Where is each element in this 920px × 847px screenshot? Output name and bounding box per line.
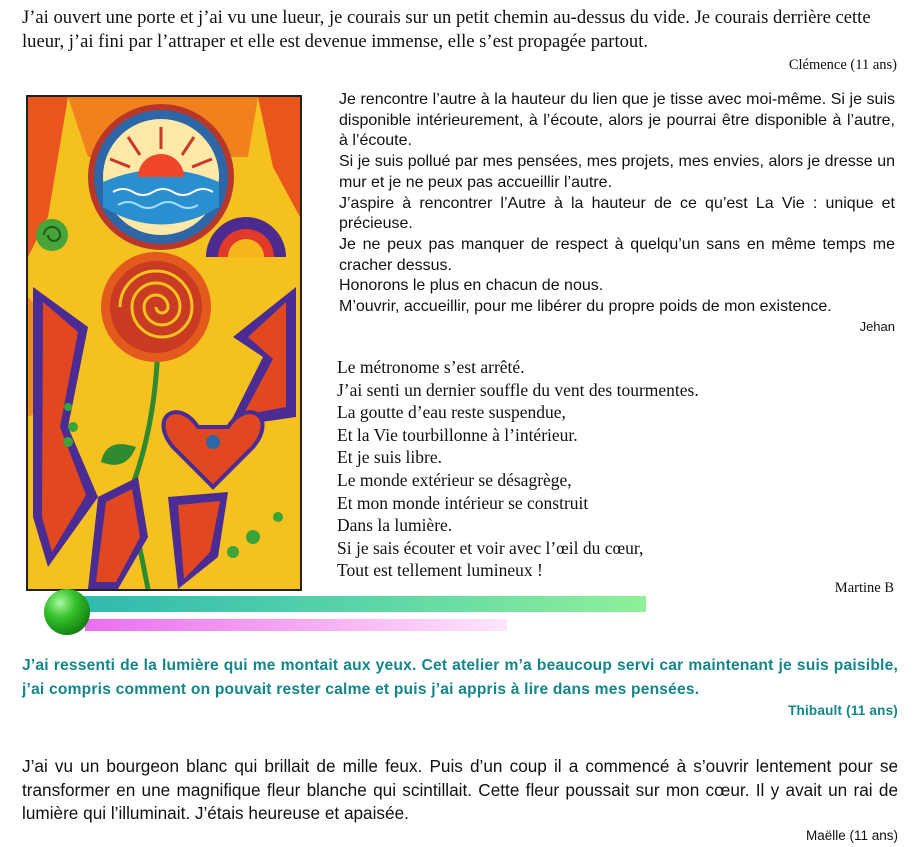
rose-painting (26, 95, 302, 591)
clemence-signature: Clémence (11 ans) (788, 57, 897, 73)
poem-line: Le monde extérieur se désagrège, (337, 469, 572, 490)
poem-line: Le métronome s’est arrêté. (337, 357, 525, 377)
jehan-line: J’aspire à rencontrer l’Autre à la hauteur de ce qu’est La Vie : unique et précieuse. (339, 194, 895, 233)
poem-line: Dans la lumière. (337, 515, 453, 536)
martine-poem (337, 356, 897, 582)
jehan-line: Honorons le plus en chacun de nous. (339, 277, 604, 295)
poem-line: La goutte d’eau reste suspendue, (337, 402, 566, 423)
poem-line: Si je sais écouter et voir avec l’œil du cœur, (337, 537, 644, 558)
poem-line: Et la Vie tourbillonne à l’intérieur. (337, 424, 578, 445)
divider-bar-green (60, 596, 646, 612)
martine-signature: Martine B (834, 580, 894, 596)
thibault-signature: Thibault (11 ans) (788, 703, 898, 718)
jehan-line: Je rencontre l’autre à la hauteur du lien que je tisse avec moi-même. Si je suis disponible intérieurement, à l’écoute, alors je pourrai être disponible à l’autre, à l’écoute. (339, 91, 895, 150)
divider-bar-pink (85, 619, 507, 631)
jehan-line: M’ouvrir, accueillir, pour me libérer du propre poids de mon existence. (339, 298, 832, 316)
maelle-signature: Maëlle (11 ans) (805, 827, 898, 843)
maelle-testimony (22, 755, 898, 847)
poem-line: Et mon monde intérieur se construit (337, 492, 589, 513)
poem-line: Et je suis libre. (337, 447, 442, 468)
maelle-text: J’ai vu un bourgeon blanc qui brillait de mille feux. Puis d’un coup il a commencé à s’ouvrir lentement pour se transformer en une magnifique fleur blanche qui scintillait. Cette fleur poussait sur mon cœur. Il y avait un rai de lumière qui l’illuminait. J’étais heureuse et apaisée. (22, 756, 898, 823)
jehan-line: Si je suis pollué par mes pensées, mes projets, mes envies, alors je dresse un mur et je ne peux pas accueillir l’autre. (339, 153, 895, 191)
poem-line: J’ai senti un dernier souffle du vent des tourmentes. (337, 379, 699, 400)
green-ball-ornament (44, 589, 90, 635)
poem-line: Tout est tellement lumineux ! (337, 560, 543, 581)
jehan-text-block (339, 90, 895, 337)
thibault-testimony (22, 654, 898, 721)
clemence-text: J’ai ouvert une porte et j’ai vu une lueur, je courais sur un petit chemin au-dessus du vide. Je courais derrière cette lueur, j’ai fini par l’attraper et elle est devenue immense, elle s’est propagée partout. (22, 7, 871, 52)
jehan-line: Je ne peux pas manquer de respect à quelqu’un sans en même temps me cracher dessus. (339, 235, 895, 274)
thibault-text: J’ai ressenti de la lumière qui me montait aux yeux. Cet atelier m’a beaucoup servi car maintenant je suis paisible, j’ai compris comment on pouvait rester calme et puis j’ai appris à lire dans mes pensées. (22, 657, 898, 698)
jehan-signature: Jehan (859, 318, 895, 334)
clemence-testimony (22, 6, 897, 76)
